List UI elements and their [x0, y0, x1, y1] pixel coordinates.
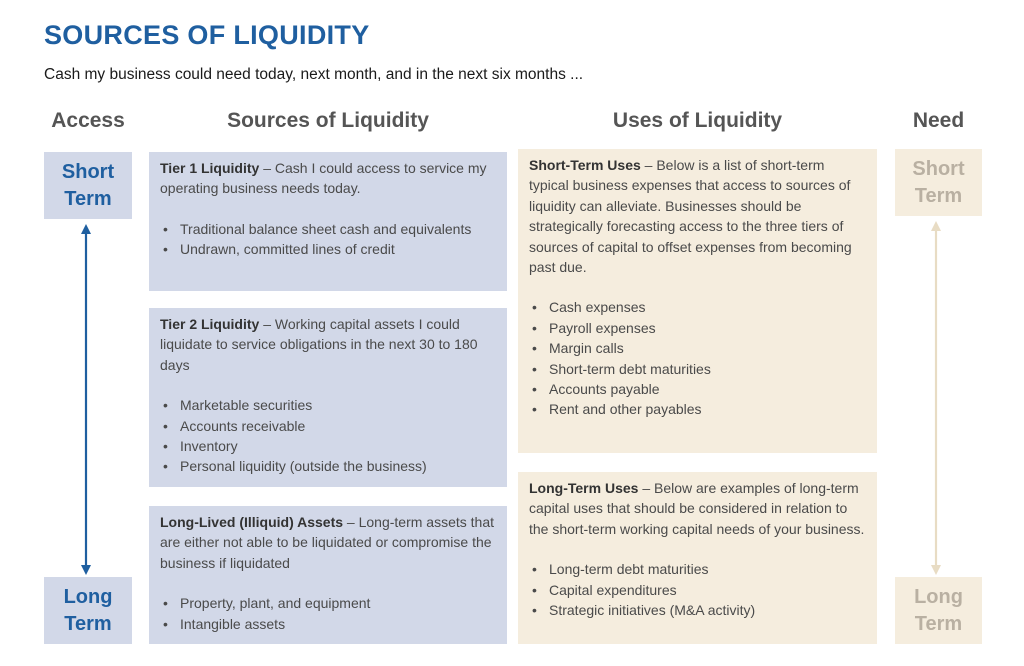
- column-header-need: Need: [912, 109, 965, 132]
- list-item: • Payroll expenses: [529, 318, 866, 338]
- source-tier2-box: [149, 308, 507, 487]
- source-tier2-text: – Working capital assets I could liquidate to service obligations in the next 30 to 180 days: [160, 316, 478, 373]
- page-subtitle: Cash my business could need today, next month, and in the next six months ...: [44, 66, 584, 83]
- list-item: • Inventory: [160, 436, 496, 456]
- source-tier1-box: [149, 152, 507, 291]
- uses-short-term-text: – Below is a list of short-term typical business expenses that access to sources of liquidity can alleviate. Businesses should be strategically forecasting access to the three tiers of sources of capital to offset expenses from becoming past due.: [529, 157, 852, 276]
- column-header-access: Access: [51, 109, 125, 132]
- access-short-term: Short Term: [44, 152, 132, 219]
- source-tier2-heading: Tier 2 Liquidity: [160, 316, 260, 332]
- list-item: • Intangible assets: [160, 614, 496, 634]
- source-long-lived-heading: Long-Lived (Illiquid) Assets: [160, 514, 344, 530]
- uses-long-term-box: [518, 472, 877, 644]
- source-long-lived-box: [149, 506, 507, 644]
- list-item: • Accounts receivable: [160, 416, 496, 436]
- list-item: • Short-term debt maturities: [529, 359, 866, 379]
- access-double-arrow: [76, 222, 96, 577]
- source-tier1-text: – Cash I could access to service my operating business needs today.: [160, 160, 487, 197]
- list-item: • Long-term debt maturities: [529, 559, 866, 579]
- list-item: • Marketable securities: [160, 395, 496, 415]
- list-item: • Cash expenses: [529, 297, 866, 317]
- list-item: • Accounts payable: [529, 379, 866, 399]
- uses-short-term-heading: Short-Term Uses: [529, 157, 641, 173]
- access-long-term: Long Term: [44, 577, 132, 644]
- need-short-term: Short Term: [895, 149, 982, 216]
- list-item: • Personal liquidity (outside the business): [160, 456, 496, 476]
- list-item: • Rent and other payables: [529, 399, 866, 419]
- source-tier1-heading: Tier 1 Liquidity: [160, 160, 260, 176]
- list-item: • Capital expenditures: [529, 580, 866, 600]
- list-item: • Undrawn, committed lines of credit: [160, 239, 496, 259]
- column-header-uses: Uses of Liquidity: [612, 109, 783, 132]
- list-item: • Property, plant, and equipment: [160, 593, 496, 613]
- need-long-term: Long Term: [895, 577, 982, 644]
- list-item: • Traditional balance sheet cash and equivalents: [160, 219, 496, 239]
- uses-short-term-box: [518, 149, 877, 453]
- need-double-arrow: [926, 219, 946, 577]
- list-item: • Strategic initiatives (M&A activity): [529, 600, 866, 620]
- list-item: • Margin calls: [529, 338, 866, 358]
- column-header-sources: Sources of Liquidity: [227, 109, 429, 132]
- uses-long-term-text: – Below are examples of long-term capital uses that should be considered in relation to the short-term working capital needs of your business.: [529, 480, 865, 537]
- uses-long-term-heading: Long-Term Uses: [529, 480, 639, 496]
- page-title: SOURCES OF LIQUIDITY: [44, 20, 370, 50]
- source-long-lived-text: – Long-term assets that are either not able to be liquidated or compromise the business if liquidated: [160, 514, 495, 571]
